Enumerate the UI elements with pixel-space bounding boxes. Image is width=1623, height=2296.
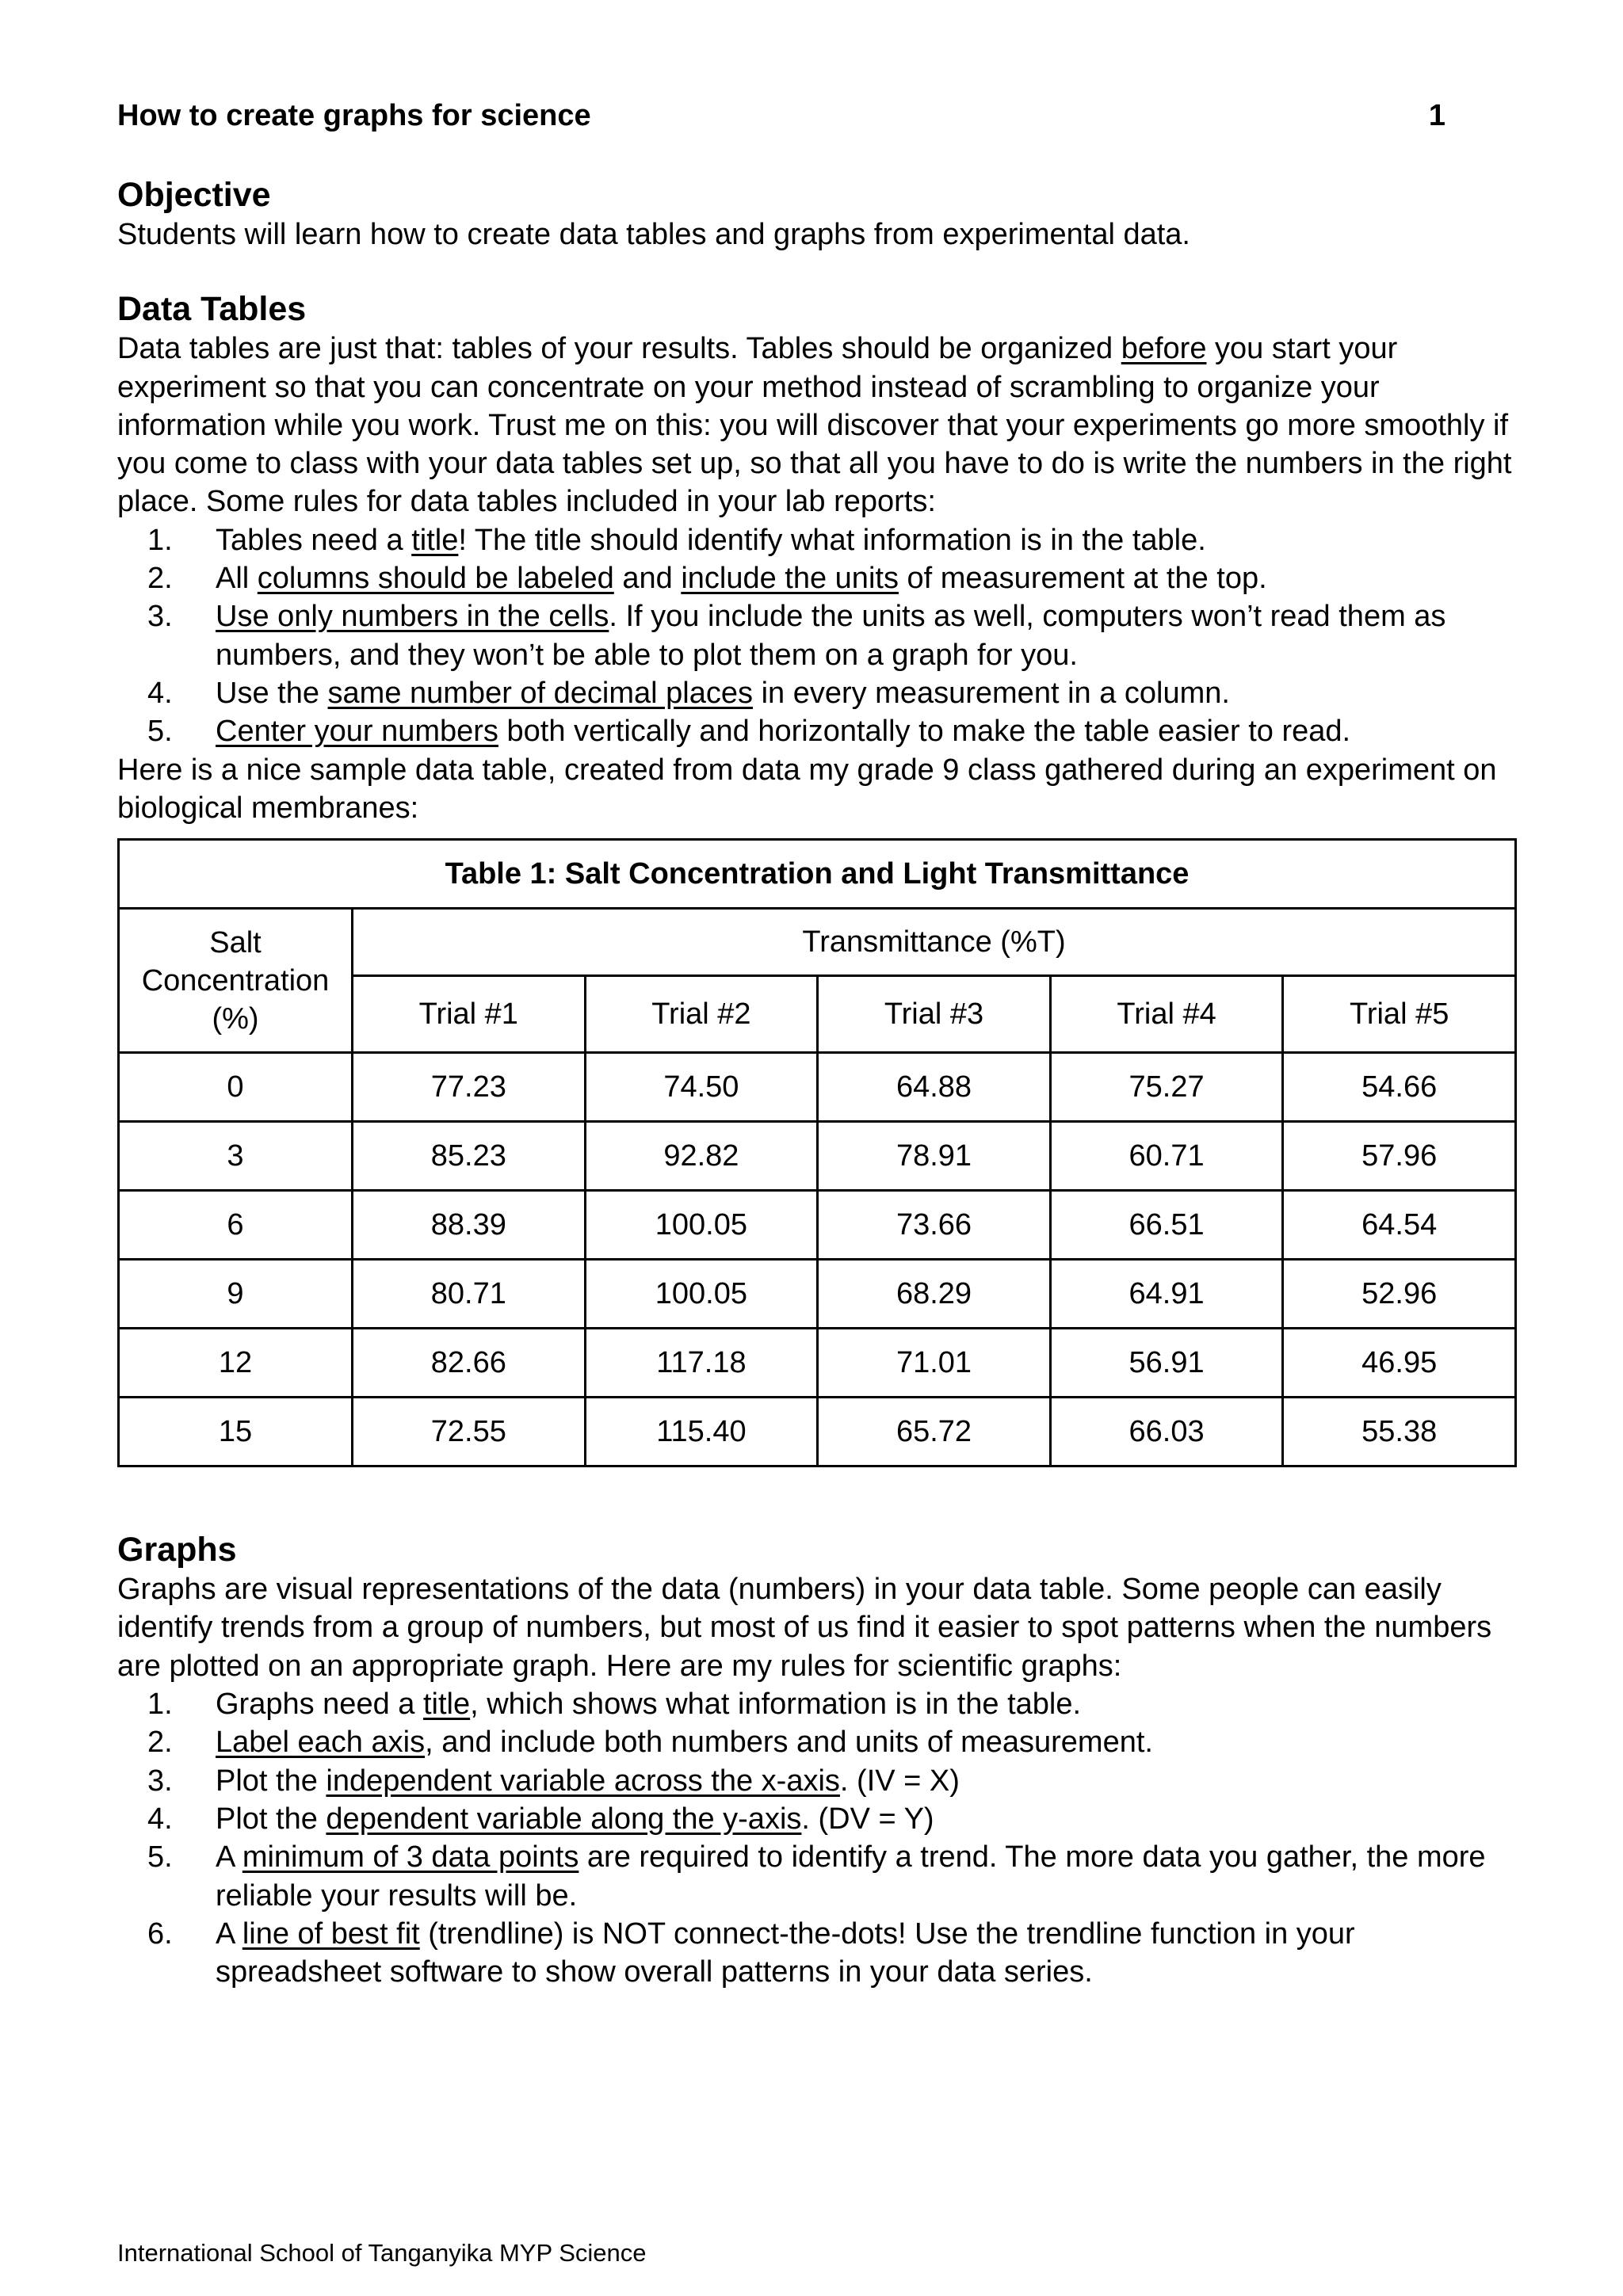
transmittance-cell: 60.71	[1050, 1122, 1283, 1191]
data-table-rules-list	[117, 521, 1517, 751]
underlined-phrase: dependent variable along the y-axis	[326, 1802, 802, 1836]
list-number: 1.	[147, 1688, 173, 1722]
graphs-intro: Graphs are visual representations of the data (numbers) in your data table. Some people can easily identify trends from a group of numbers, but most of us find it easier to spot patterns when the numbers are plotted on an appropriate graph. Here are my rules for scientific graphs:	[117, 1573, 1492, 1683]
underlined-phrase: title	[411, 523, 459, 557]
salt-transmittance-table	[117, 838, 1517, 1467]
salt-cell: 12	[119, 1329, 353, 1398]
underlined-phrase: independent variable across the x-axis	[326, 1764, 840, 1798]
transmittance-cell: 74.50	[585, 1053, 818, 1122]
underlined-phrase: Label each axis	[216, 1726, 426, 1760]
transmittance-cell: 57.96	[1283, 1122, 1516, 1191]
trial-header-1: Trial #1	[353, 976, 586, 1053]
objective-heading: Objective	[117, 176, 271, 214]
graph-rule-3: 3. Plot the independent variable across the x-axis. (IV = X)	[117, 1762, 1517, 1800]
transmittance-cell: 65.72	[818, 1398, 1051, 1466]
salt-cell: 0	[119, 1053, 353, 1122]
data-table-rule-3: 3. Use only numbers in the cells. If you include the units as well, computers won’t read them as numbers, and they won’t be able to plot them on a graph for you.	[117, 597, 1517, 674]
transmittance-cell: 66.51	[1050, 1191, 1283, 1260]
data-tables-intro: Data tables are just that: tables of your results. Tables should be organized before you start your experiment so that you can concentrate on your method instead of scrambling to organize your information while you work. Trust me on this: you will discover that your experiments go more smoothly if you come to class with your data tables set up, so that all you have to do is write the numbers in the right place. Some rules for data tables included in your lab reports:	[117, 332, 1512, 519]
transmittance-cell: 115.40	[585, 1398, 818, 1466]
transmittance-cell: 66.03	[1050, 1398, 1283, 1466]
graph-rule-5: 5. A minimum of 3 data points are required to identify a trend. The more data you gather, the more reliable your results will be.	[117, 1838, 1517, 1915]
salt-cell: 15	[119, 1398, 353, 1466]
underlined-phrase: title	[422, 1688, 471, 1722]
list-number: 3.	[147, 1764, 173, 1798]
table-row	[119, 1122, 1516, 1191]
underlined-phrase: line of best fit	[242, 1917, 420, 1951]
transmittance-cell: 78.91	[818, 1122, 1051, 1191]
transmittance-cell: 72.55	[353, 1398, 586, 1466]
list-number: 6.	[147, 1917, 173, 1951]
underlined-phrase: columns should be labeled	[257, 562, 614, 596]
table-row	[119, 1191, 1516, 1260]
graph-rule-2: 2. Label each axis, and include both numbers and units of measurement.	[117, 1723, 1517, 1761]
data-table-rule-2: 2. All columns should be labeled and include the units of measurement at the top.	[117, 559, 1517, 597]
transmittance-cell: 54.66	[1283, 1053, 1516, 1122]
trial-header-3: Trial #3	[818, 976, 1051, 1053]
data-table-rule-1: 1. Tables need a title! The title should identify what information is in the table.	[117, 521, 1517, 559]
underlined-phrase: include the units	[681, 562, 899, 596]
trial-header-2: Trial #2	[585, 976, 818, 1053]
transmittance-cell: 71.01	[818, 1329, 1051, 1398]
trial-header-4: Trial #4	[1050, 976, 1283, 1053]
transmittance-cell: 73.66	[818, 1191, 1051, 1260]
underlined-phrase: Center your numbers	[216, 715, 498, 749]
graphs-heading: Graphs	[117, 1531, 237, 1569]
table-row	[119, 1053, 1516, 1122]
transmittance-cell: 77.23	[353, 1053, 586, 1122]
transmittance-cell: 82.66	[353, 1329, 586, 1398]
list-number: 5.	[147, 715, 173, 749]
transmittance-cell: 55.38	[1283, 1398, 1516, 1466]
trial-header-5: Trial #5	[1283, 976, 1516, 1053]
page-content	[117, 174, 1517, 1991]
transmittance-cell: 88.39	[353, 1191, 586, 1260]
data-table-rule-4: 4. Use the same number of decimal places in every measurement in a column.	[117, 674, 1517, 712]
salt-cell: 6	[119, 1191, 353, 1260]
transmittance-cell: 100.05	[585, 1191, 818, 1260]
page-number: 1	[1428, 99, 1445, 132]
transmittance-cell: 80.71	[353, 1260, 586, 1329]
transmittance-header: Transmittance (%T)	[353, 909, 1516, 976]
list-number: 4.	[147, 1802, 173, 1836]
page-footer: International School of Tanganyika MYP Science	[117, 2239, 647, 2267]
data-tables-heading: Data Tables	[117, 290, 307, 329]
document-page	[117, 0, 1517, 2296]
salt-cell: 9	[119, 1260, 353, 1329]
table-row	[119, 1260, 1516, 1329]
list-number: 2.	[147, 562, 173, 596]
transmittance-cell: 46.95	[1283, 1329, 1516, 1398]
graph-rule-6: 6. A line of best fit (trendline) is NOT connect-the-dots! Use the trendline function in your spreadsheet software to show overall patterns in your data series.	[117, 1915, 1517, 1992]
data-table-rule-5: 5. Center your numbers both vertically and horizontally to make the table easier to read.	[117, 712, 1517, 750]
objective-text: Students will learn how to create data tables and graphs from experimental data.	[117, 218, 1190, 251]
table-title: Table 1: Salt Concentration and Light Transmittance	[119, 840, 1516, 909]
table-row	[119, 1329, 1516, 1398]
graph-rule-4: 4. Plot the dependent variable along the y-axis. (DV = Y)	[117, 1800, 1517, 1838]
transmittance-cell: 75.27	[1050, 1053, 1283, 1122]
document-title: How to create graphs for science	[117, 99, 591, 132]
underlined-phrase: Use only numbers in the cells	[216, 600, 609, 634]
transmittance-cell: 100.05	[585, 1260, 818, 1329]
list-number: 5.	[147, 1840, 173, 1875]
transmittance-cell: 64.91	[1050, 1260, 1283, 1329]
list-number: 3.	[147, 600, 173, 634]
graph-rules-list	[117, 1685, 1517, 1991]
transmittance-cell: 64.88	[818, 1053, 1051, 1122]
transmittance-cell: 117.18	[585, 1329, 818, 1398]
list-number: 1.	[147, 523, 173, 557]
underlined-phrase: same number of decimal places	[327, 676, 754, 710]
underlined-phrase: minimum of 3 data points	[242, 1840, 579, 1875]
transmittance-cell: 56.91	[1050, 1329, 1283, 1398]
page-header	[117, 97, 1445, 135]
list-number: 4.	[147, 676, 173, 710]
transmittance-cell: 92.82	[585, 1122, 818, 1191]
table-body	[119, 1053, 1516, 1466]
list-number: 2.	[147, 1726, 173, 1760]
transmittance-cell: 68.29	[818, 1260, 1051, 1329]
table-row	[119, 1398, 1516, 1466]
underlined-before: before	[1121, 332, 1207, 366]
transmittance-cell: 64.54	[1283, 1191, 1516, 1260]
graph-rule-1: 1. Graphs need a title, which shows what information is in the table.	[117, 1685, 1517, 1723]
transmittance-cell: 85.23	[353, 1122, 586, 1191]
sample-table-intro: Here is a nice sample data table, created from data my grade 9 class gathered during an experiment on biological membranes:	[117, 753, 1497, 825]
transmittance-cell: 52.96	[1283, 1260, 1516, 1329]
salt-concentration-header: Salt Concentration (%)	[119, 909, 353, 1053]
salt-cell: 3	[119, 1122, 353, 1191]
